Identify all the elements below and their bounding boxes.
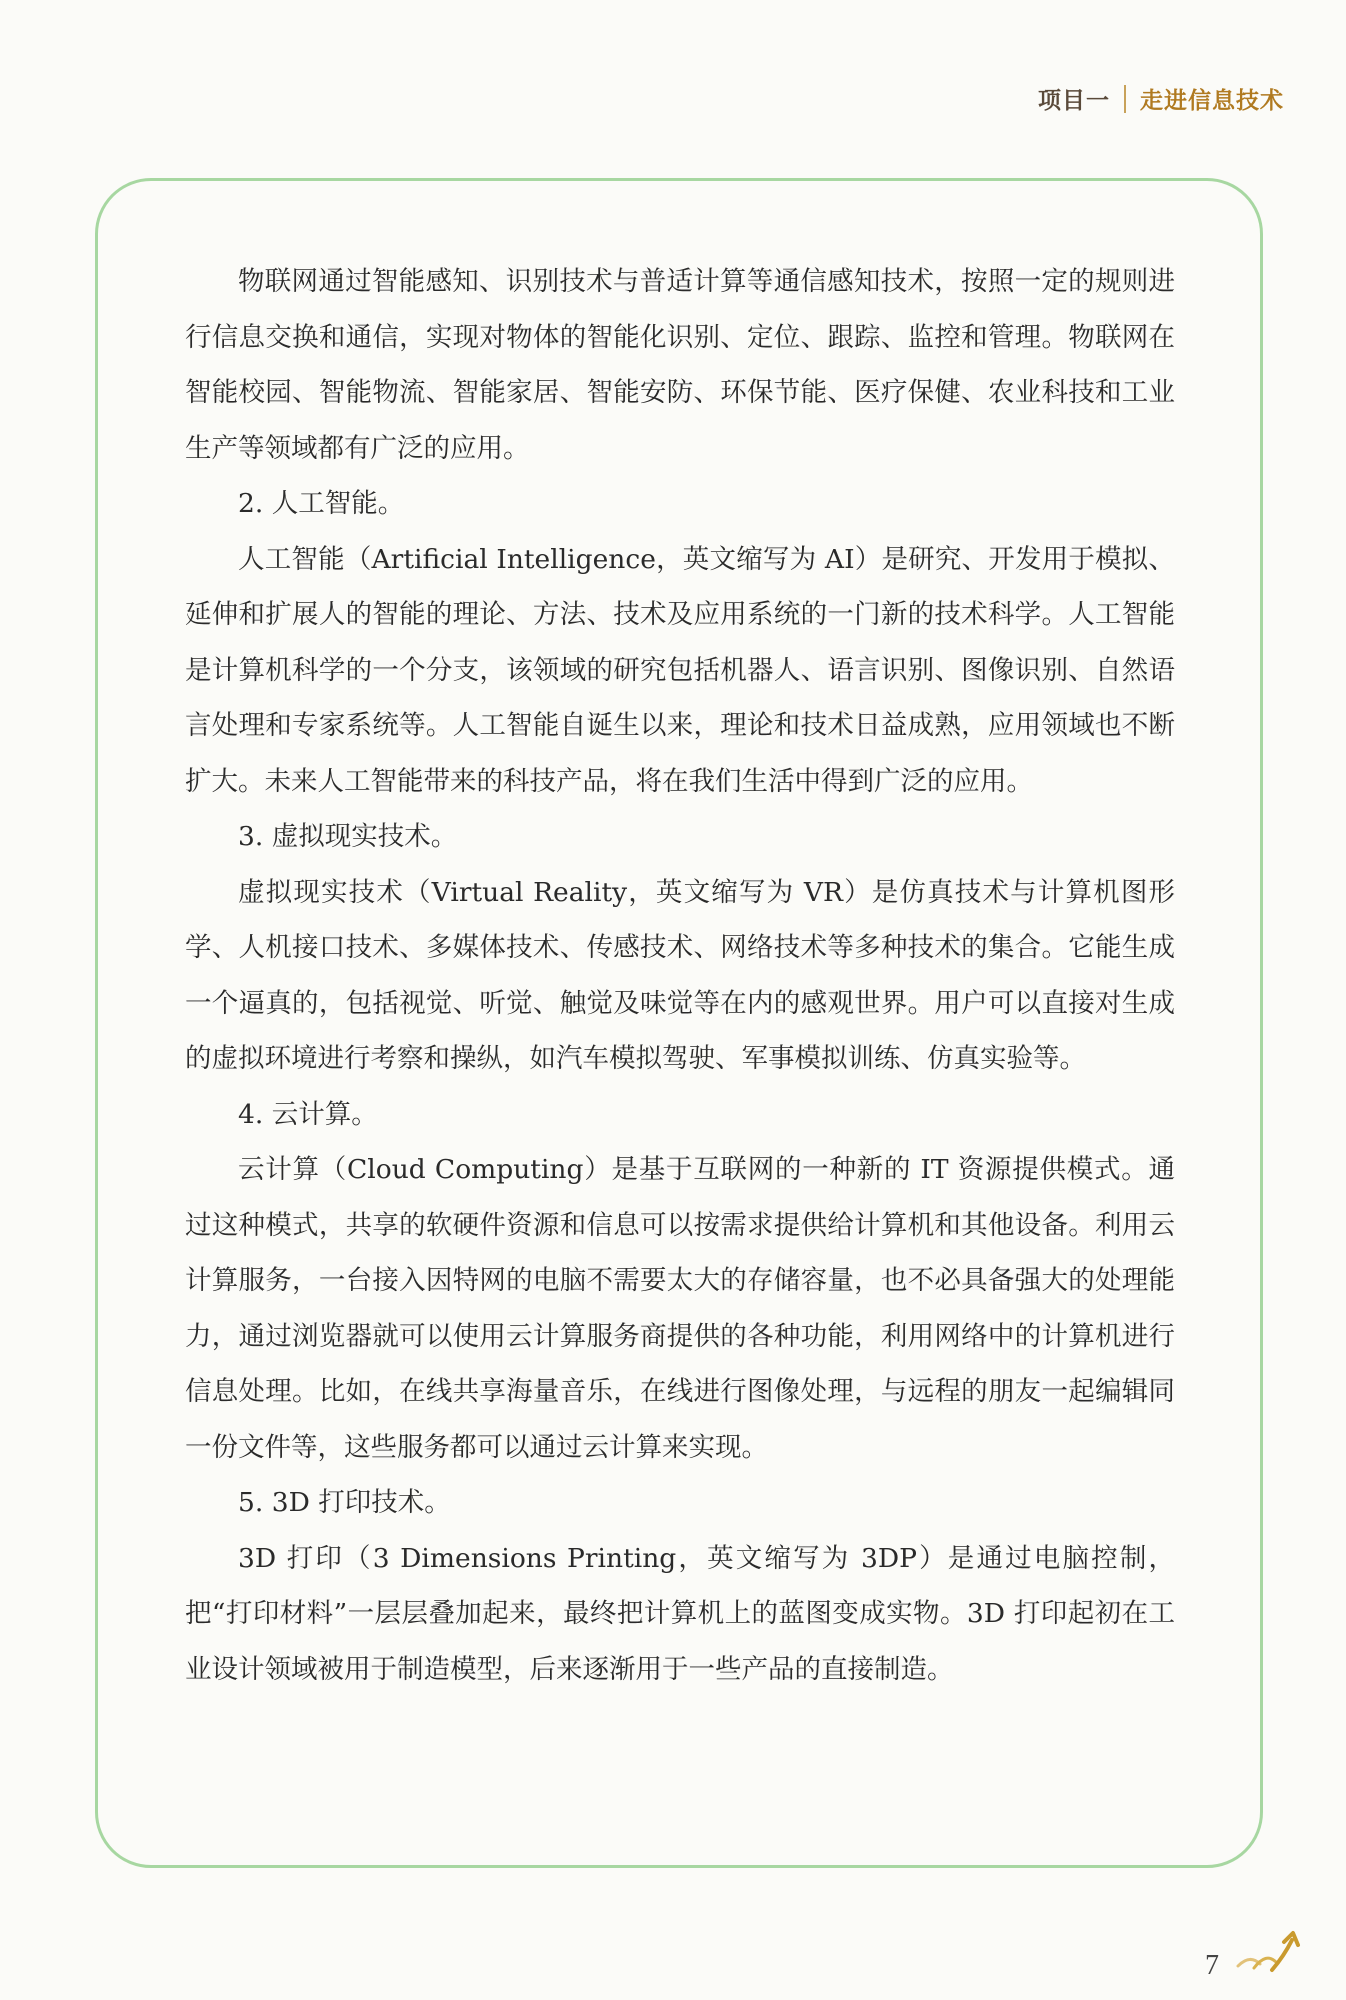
header-chapter-title: 走进信息技术	[1140, 88, 1284, 114]
paragraph-3d-printing: 3D 打印（3 Dimensions Printing，英文缩写为 3DP）是通过电脑控制，把“打印材料”一层层叠加起来，最终把计算机上的蓝图变成实物。3D 打印起初在工业设计领域被用于制造模型，后来逐渐用于一些产品的直接制造。	[185, 1542, 1175, 1685]
page-number: 7	[1205, 1950, 1219, 1981]
paragraph-vr: 虚拟现实技术（Virtual Reality，英文缩写为 VR）是仿真技术与计算机图形学、人机接口技术、多媒体技术、传感技术、网络技术等多种技术的集合。它能生成一个逼真的，包括视觉、听觉、触觉及味觉等在内的感观世界。用户可以直接对生成的虚拟环境进行考察和操纵，如汽车模拟驾驶、军事模拟训练、仿真实验等。	[185, 876, 1175, 1074]
page-content	[185, 254, 1175, 1697]
header-project-label: 项目一	[1038, 88, 1110, 114]
header-separator	[1124, 85, 1126, 113]
section-heading-cloud: 4. 云计算。	[238, 1098, 378, 1130]
section-heading-vr: 3. 虚拟现实技术。	[238, 821, 458, 852]
section-heading-3d-printing: 5. 3D 打印技术。	[238, 1487, 451, 1518]
running-header	[1038, 82, 1284, 115]
paragraph-iot: 物联网通过智能感知、识别技术与普适计算等通信感知技术，按照一定的规则进行信息交换和通信，实现对物体的智能化识别、定位、跟踪、监控和管理。物联网在智能校园、智能物流、智能家居、智能安防、环保节能、医疗保健、农业科技和工业生产等领域都有广泛的应用。	[185, 266, 1175, 464]
paragraph-ai: 人工智能（Artificial Intelligence，英文缩写为 AI）是研究、开发用于模拟、延伸和扩展人的智能的理论、方法、技术及应用系统的一门新的技术科学。人工智能是计算机科学的一个分支，该领域的研究包括机器人、语言识别、图像识别、自然语言处理和专家系统等。人工智能自诞生以来，理论和技术日益成熟，应用领域也不断扩大。未来人工智能带来的科技产品，将在我们生活中得到广泛的应用。	[185, 543, 1175, 797]
section-heading-ai: 2. 人工智能。	[238, 488, 405, 519]
page-ornament-icon	[1232, 1928, 1312, 1974]
paragraph-cloud: 云计算（Cloud Computing）是基于互联网的一种新的 IT 资源提供模式。通过这种模式，共享的软硬件资源和信息可以按需求提供给计算机和其他设备。利用云计算服务，一台接入因特网的电脑不需要太大的存储容量，也不必具备强大的处理能力，通过浏览器就可以使用云计算服务商提供的各种功能，利用网络中的计算机进行信息处理。比如，在线共享海量音乐，在线进行图像处理，与远程的朋友一起编辑同一份文件等，这些服务都可以通过云计算来实现。	[185, 1154, 1175, 1463]
